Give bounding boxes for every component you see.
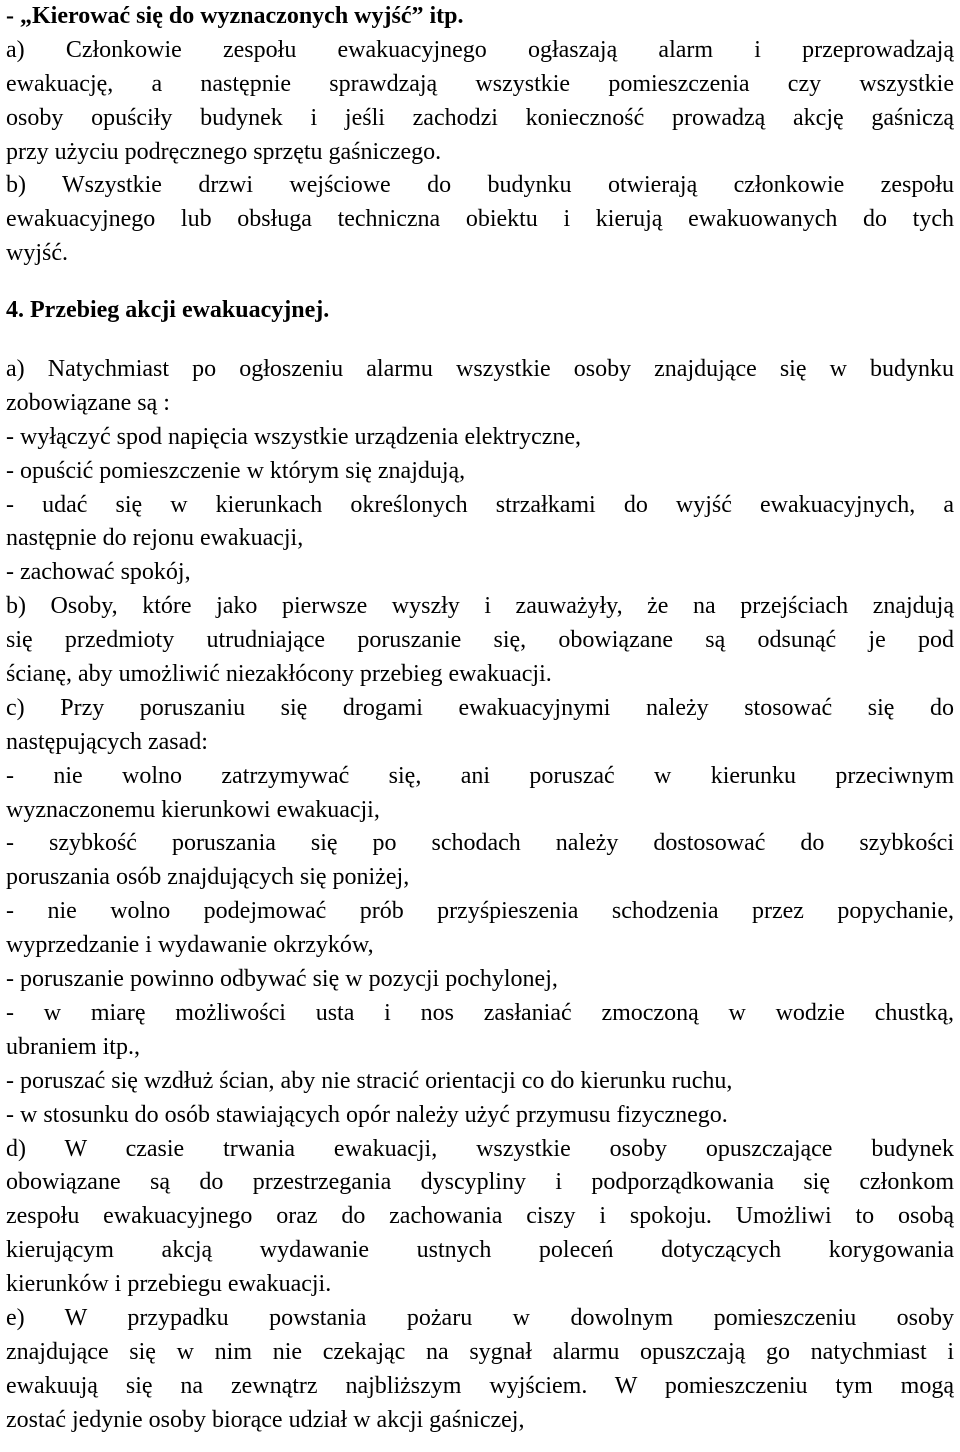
text-line: zespołu ewakuacyjnego oraz do zachowania ciszy i spokoju. Umożliwi to osobą — [6, 1203, 954, 1230]
text-line: przy użyciu podręcznego sprzętu gaśniczego. — [6, 138, 442, 165]
text-line: wyprzedzanie i wydawanie okrzyków, — [6, 932, 374, 959]
text-line: - udać się w kierunkach określonych strzałkami do wyjść ewakuacyjnych, a — [6, 491, 954, 518]
text-line: b) Osoby, które jako pierwsze wyszły i zauważyły, że na przejściach znajdują — [6, 593, 954, 620]
text-line: się przedmioty utrudniające poruszanie się, obowiązane są odsunąć je pod — [6, 627, 954, 654]
text-line: zostać jedynie osoby biorące udział w akcji gaśniczej, — [6, 1406, 525, 1433]
text-line: następnie do rejonu ewakuacji, — [6, 525, 304, 552]
text-line: - w stosunku do osób stawiających opór należy użyć przymusu fizycznego. — [6, 1101, 728, 1128]
text-line: kierunków i przebiegu ewakuacji. — [6, 1271, 332, 1298]
text-line: ewakuacyjnego lub obsługa techniczna obiektu i kierują ewakuowanych do tych — [6, 206, 954, 233]
text-line: ewakuują się na zewnątrz najbliższym wyjściem. W pomieszczeniu tym mogą — [6, 1372, 954, 1399]
text-line: - opuścić pomieszczenie w którym się znajdują, — [6, 457, 466, 484]
text-line: ścianę, aby umożliwić niezakłócony przebieg ewakuacji. — [6, 661, 552, 688]
text-line: b) Wszystkie drzwi wejściowe do budynku otwierają członkowie zespołu — [6, 172, 954, 199]
text-line: a) Członkowie zespołu ewakuacyjnego ogłaszają alarm i przeprowadzają — [6, 36, 954, 63]
text-line: c) Przy poruszaniu się drogami ewakuacyjnymi należy stosować się do — [6, 694, 954, 721]
text-line: - „Kierować się do wyznaczonych wyjść” itp. — [6, 3, 464, 29]
text-line: zobowiązane są : — [6, 389, 170, 416]
text-line: kierującym akcją wydawanie ustnych poleceń dotyczących korygowania — [6, 1237, 954, 1264]
text-line: - wyłączyć spod napięcia wszystkie urządzenia elektryczne, — [6, 423, 582, 450]
text-line: - poruszać się wzdłuż ścian, aby nie stracić orientacji co do kierunku ruchu, — [6, 1067, 733, 1094]
text-line: - zachować spokój, — [6, 559, 191, 586]
text-line: wyjść. — [6, 240, 68, 267]
text-line: - w miarę możliwości usta i nos zasłaniać zmoczoną w wodzie chustką, — [6, 999, 954, 1026]
text-line: d) W czasie trwania ewakuacji, wszystkie osoby opuszczające budynek — [6, 1135, 954, 1162]
text-line: a) Natychmiast po ogłoszeniu alarmu wszystkie osoby znajdujące się w budynku — [6, 356, 954, 383]
text-line: - nie wolno podejmować prób przyśpieszenia schodzenia przez popychanie, — [6, 898, 954, 925]
document-page — [6, 0, 954, 1438]
text-line: - szybkość poruszania się po schodach należy dostosować do szybkości — [6, 830, 954, 857]
text-line: ewakuację, a następnie sprawdzają wszystkie pomieszczenia czy wszystkie — [6, 70, 954, 97]
text-line: znajdujące się w nim nie czekając na sygnał alarmu opuszczają go natychmiast i — [6, 1338, 954, 1365]
text-line: - nie wolno zatrzymywać się, ani poruszać w kierunku przeciwnym — [6, 762, 954, 789]
text-line: następujących zasad: — [6, 728, 208, 755]
text-line: - poruszanie powinno odbywać się w pozycji pochylonej, — [6, 966, 558, 993]
text-line: osoby opuściły budynek i jeśli zachodzi konieczność prowadzą akcję gaśniczą — [6, 104, 954, 131]
text-line: ubraniem itp., — [6, 1033, 140, 1060]
spacer — [6, 328, 954, 353]
text-line: e) W przypadku powstania pożaru w dowolnym pomieszczeniu osoby — [6, 1304, 954, 1331]
text-line: wyznaczonemu kierunkowi ewakuacji, — [6, 796, 380, 823]
section-heading: 4. Przebieg akcji ewakuacyjnej. — [6, 297, 330, 324]
text-line: obowiązane są do przestrzegania dyscypliny i podporządkowania się członkom — [6, 1169, 954, 1196]
spacer — [6, 271, 954, 294]
text-line: poruszania osób znajdujących się poniżej, — [6, 864, 410, 891]
